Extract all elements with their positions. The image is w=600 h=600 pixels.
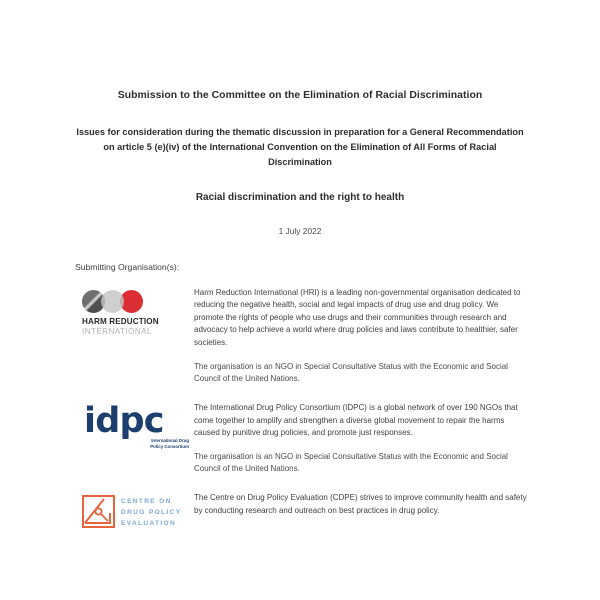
cdpe-wordmark xyxy=(115,495,181,530)
idpc-sub-line-1: International Drug xyxy=(151,437,189,443)
cdpe-line-2: DRUG POLICY xyxy=(121,508,182,516)
hri-text-cell xyxy=(190,287,528,386)
cdpe-description-paragraph: The Centre on Drug Policy Evaluation (CDPE) strives to improve community health and safety by conducting research and outreach on best practices in drug policy. xyxy=(194,493,527,515)
cdpe-logo-cell xyxy=(72,492,190,530)
cdpe-line-1: CENTRE ON xyxy=(121,498,172,506)
centre-on-drug-policy-evaluation-logo xyxy=(82,492,190,530)
idpc-status-paragraph: The organisation is an NGO in Special Consultative Status with the Economic and Social Council of the United Nations. xyxy=(194,451,508,474)
organisation-list xyxy=(72,287,528,530)
magnifier-document-glyph xyxy=(84,497,113,526)
page-title: Submission to the Committee on the Elimination of Racial Discrimination xyxy=(117,90,483,101)
document-date: 1 July 2022 xyxy=(278,226,322,237)
idpc-description-paragraph: The International Drug Policy Consortium (IDPC) is a global network of over 190 NGOs that come together to amplify and strengthen a diverse global movement to repair the harms caused by punitive drug policies, and promote just responses. xyxy=(194,402,518,438)
hri-logo-cell xyxy=(72,287,190,336)
harm-reduction-international-logo xyxy=(82,287,190,336)
idpc-logo-cell xyxy=(72,402,190,450)
cdpe-text-cell xyxy=(190,492,528,517)
international-drug-policy-consortium-logo xyxy=(82,402,190,450)
document-topic: Racial discrimination and the right to health xyxy=(195,191,405,203)
submitting-organisations-label: Submitting Organisation(s): xyxy=(75,261,180,272)
organisation-row-cdpe xyxy=(72,492,528,530)
hri-description-paragraph: Harm Reduction International (HRI) is a leading non-governmental organisation dedicated to reducing the negative health, social and legal impacts of drug use and drug policy. We promote the rights of people who use drugs and their communities through research and advocacy to help achieve a world where drug policies and laws contribute to healthier, safer societies. xyxy=(194,287,521,348)
hri-circles-icon xyxy=(82,290,158,313)
hri-status-paragraph: The organisation is an NGO in Special Consultative Status with the Economic and Social Council of the United Nations. xyxy=(194,361,508,384)
idpc-sub-line-2: Policy Consortium xyxy=(150,444,189,450)
organisation-row-hri xyxy=(72,287,528,386)
document-header xyxy=(72,0,528,238)
hri-logo-name: HARM REDUCTION xyxy=(82,316,159,326)
organisation-row-idpc xyxy=(72,402,528,476)
document-subtitle: Issues for consideration during the thematic discussion in preparation for a General Recommendation on article 5 (e)(iv) of the International Convention on the Elimination of All Forms of Racial Discrimination xyxy=(76,127,524,167)
cdpe-line-3: EVALUATION xyxy=(121,519,177,527)
hri-circle-gray-icon xyxy=(101,290,124,313)
magnifier-document-icon xyxy=(82,495,115,528)
idpc-text-cell xyxy=(190,402,528,476)
hri-logo-subname: INTERNATIONAL xyxy=(82,326,152,336)
idpc-wordmark: idpc xyxy=(84,400,164,441)
